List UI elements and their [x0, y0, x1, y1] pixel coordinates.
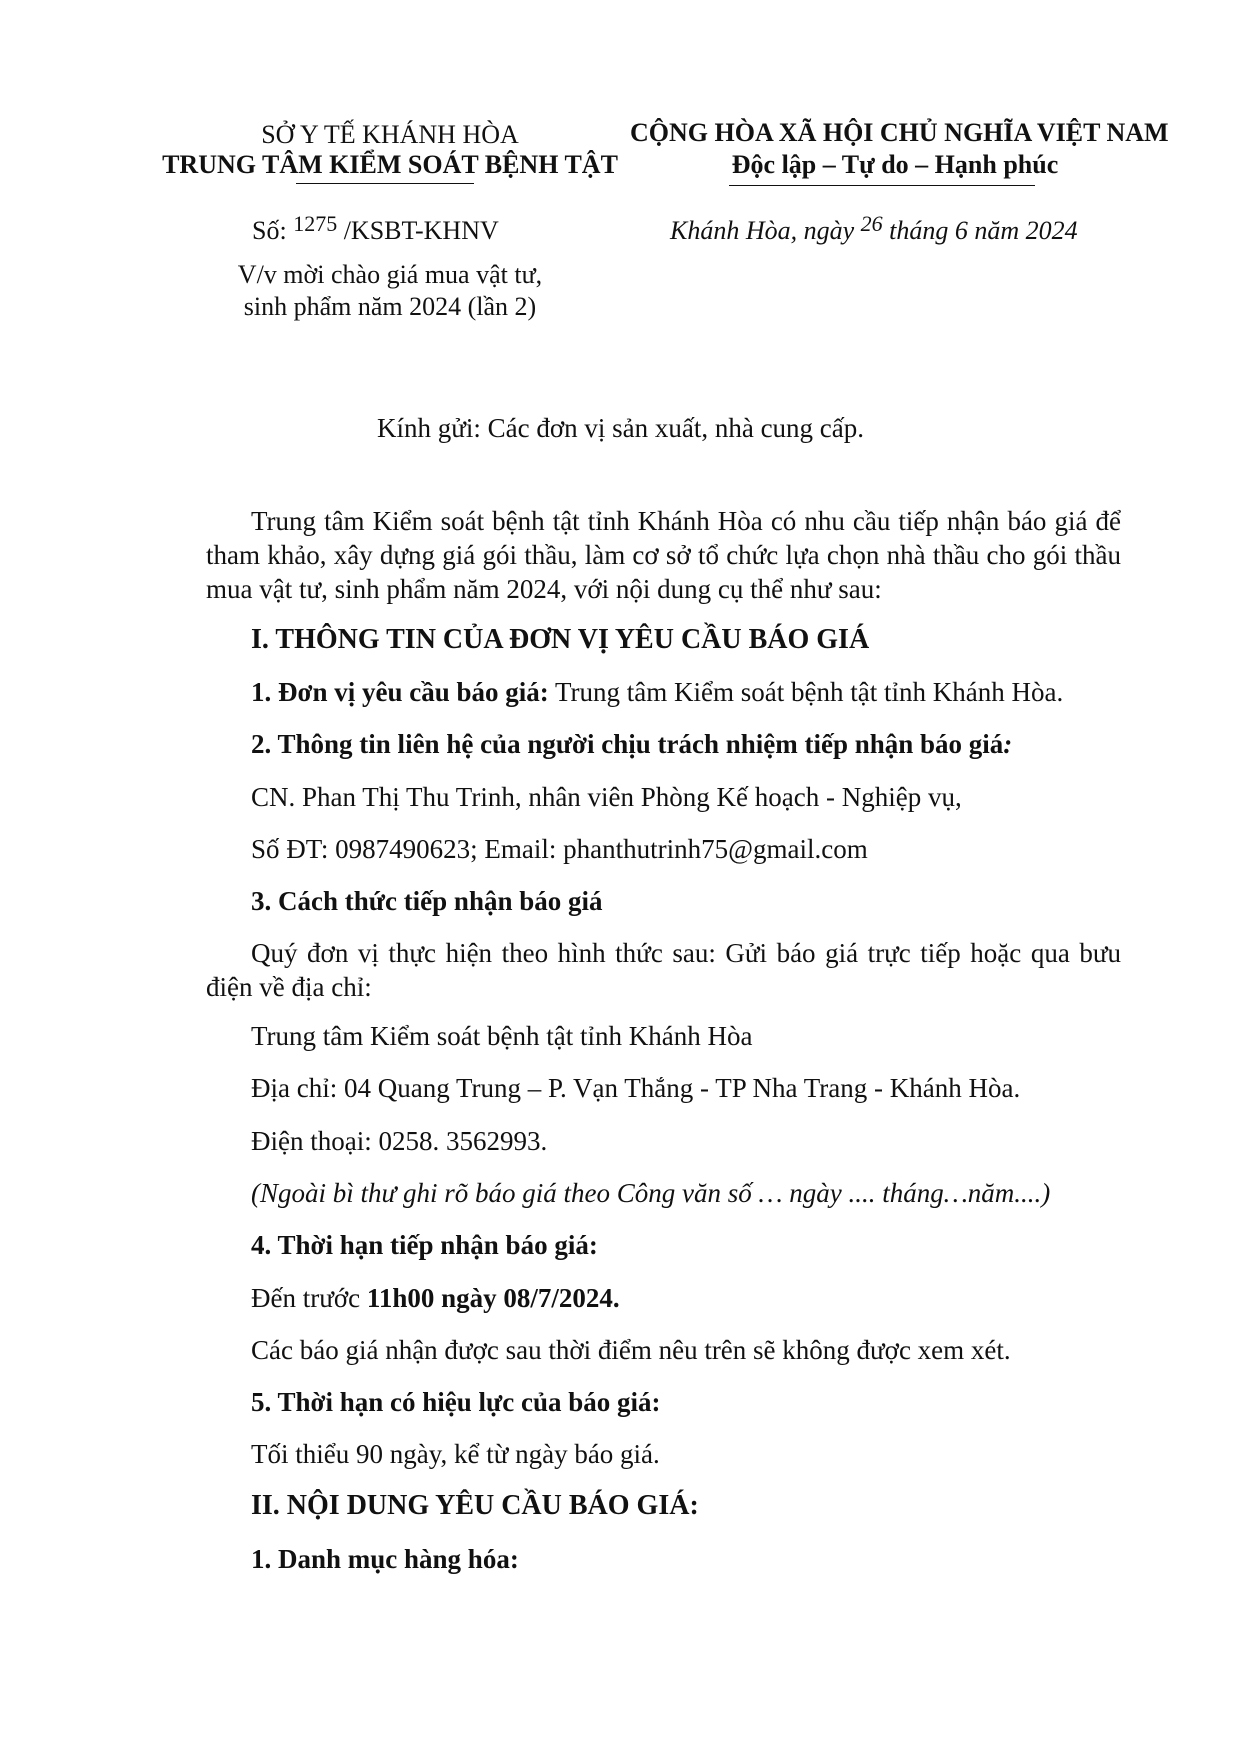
item-2-label: 2. Thông tin liên hệ của người chịu trách nhiệm tiếp nhận báo giá [251, 729, 1004, 759]
address-org: Trung tâm Kiểm soát bệnh tật tỉnh Khánh Hòa [251, 1021, 753, 1051]
date-suffix: tháng 6 năm 2024 [889, 216, 1078, 245]
contact-phone-email: Số ĐT: 0987490623; Email: phanthutrinh75@gmail.com [251, 834, 868, 864]
motto-underline [729, 185, 1035, 186]
item-4-label: 4. Thời hạn tiếp nhận báo giá: [251, 1230, 598, 1260]
item-1-value: Trung tâm Kiểm soát bệnh tật tỉnh Khánh Hòa. [555, 677, 1064, 707]
item-3-label: 3. Cách thức tiếp nhận báo giá [251, 886, 603, 916]
deadline [251, 1281, 620, 1315]
document-date [670, 211, 1078, 247]
submission-method: Quý đơn vị thực hiện theo hình thức sau: Gửi báo giá trực tiếp hoặc qua bưu điện về địa chỉ: [206, 938, 1121, 1002]
intro-paragraph: Trung tâm Kiểm soát bệnh tật tỉnh Khánh Hòa có nhu cầu tiếp nhận báo giá để tham khảo, xây dựng giá gói thầu, làm cơ sở tổ chức lựa chọn nhà thầu cho gói thầu mua vật tư, sinh phẩm năm 2024, với nội dung cụ thể như sau: [206, 506, 1121, 604]
date-day: 26 [860, 211, 883, 236]
deadline-value: 11h00 ngày 08/7/2024. [366, 1283, 620, 1313]
section-2-item-1: 1. Danh mục hàng hóa: [251, 1544, 519, 1574]
date-prefix: Khánh Hòa, ngày [670, 216, 855, 245]
section-2-title: II. NỘI DUNG YÊU CẦU BÁO GIÁ: [251, 1490, 699, 1521]
center-name: TRUNG TÂM KIỂM SOÁT BỆNH TẬT [162, 150, 618, 179]
national-motto: Độc lập – Tự do – Hạnh phúc [731, 150, 1059, 179]
recipient-line: Kính gửi: Các đơn vị sản xuất, nhà cung cấp. [376, 413, 865, 443]
section-1-title: I. THÔNG TIN CỦA ĐƠN VỊ YÊU CẦU BÁO GIÁ [251, 624, 870, 655]
subject-line-1: V/v mời chào giá mua vật tư, [237, 260, 543, 289]
center-name-underline [296, 183, 474, 184]
deadline-prefix: Đến trước [251, 1283, 361, 1313]
item-2 [251, 727, 1012, 761]
validity: Tối thiểu 90 ngày, kể từ ngày báo giá. [251, 1439, 660, 1469]
doc-number-prefix: Số: [252, 216, 287, 245]
contact-name: CN. Phan Thị Thu Trinh, nhân viên Phòng Kế hoạch - Nghiệp vụ, [251, 782, 962, 812]
phone: Điện thoại: 0258. 3562993. [251, 1126, 548, 1156]
item-1-label: 1. Đơn vị yêu cầu báo giá: [251, 677, 549, 707]
agency-name: SỞ Y TẾ KHÁNH HÒA [261, 120, 519, 149]
address: Địa chỉ: 04 Quang Trung – P. Vạn Thắng - TP Nha Trang - Khánh Hòa. [251, 1073, 1021, 1103]
doc-number-suffix: /KSBT-KHNV [343, 216, 499, 245]
item-5-label: 5. Thời hạn có hiệu lực của báo giá: [251, 1387, 661, 1417]
document-number [252, 211, 499, 247]
subject-line-2: sinh phẩm năm 2024 (lần 2) [243, 292, 537, 321]
envelope-note: (Ngoài bì thư ghi rõ báo giá theo Công văn số … ngày .... tháng…năm....) [251, 1178, 1051, 1208]
doc-number-value: 1275 [293, 211, 338, 236]
item-2-colon: : [1003, 729, 1013, 759]
nation-title: CỘNG HÒA XÃ HỘI CHỦ NGHĨA VIỆT NAM [630, 118, 1169, 147]
late-note: Các báo giá nhận được sau thời điểm nêu trên sẽ không được xem xét. [251, 1335, 1011, 1365]
item-1 [251, 675, 1063, 709]
